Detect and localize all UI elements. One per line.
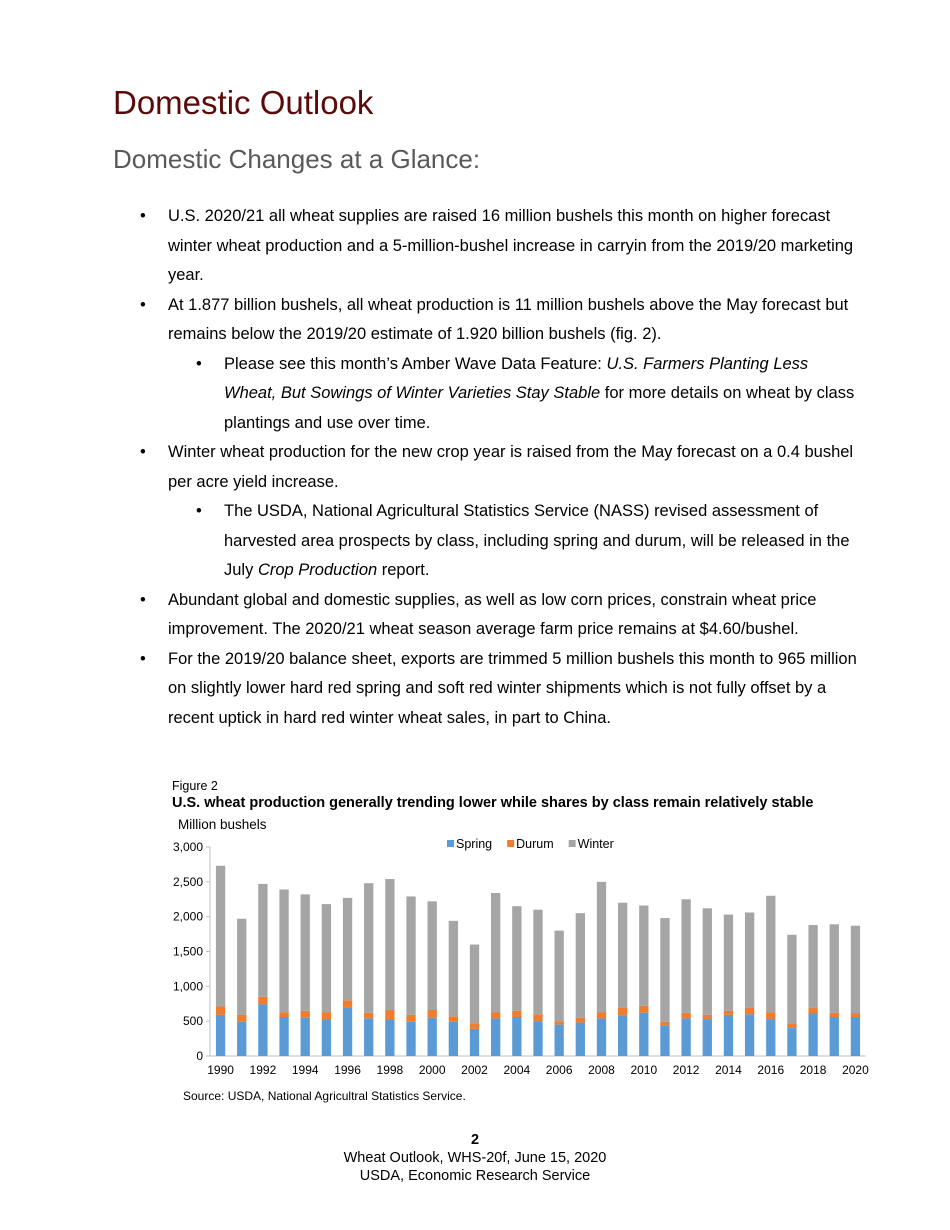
bar-winter-2019 xyxy=(830,924,839,1012)
bar-durum-2019 xyxy=(830,1013,839,1017)
bar-spring-2013 xyxy=(703,1019,712,1056)
sub-bullet-list xyxy=(168,497,860,586)
bar-spring-2018 xyxy=(808,1014,817,1056)
bar-spring-2016 xyxy=(766,1019,775,1056)
bar-durum-1997 xyxy=(364,1013,373,1019)
x-tick-label: 2000 xyxy=(418,1063,446,1077)
bar-winter-2012 xyxy=(681,899,690,1013)
bar-durum-1998 xyxy=(385,1010,394,1019)
x-tick-label: 2014 xyxy=(715,1063,742,1077)
bar-durum-2012 xyxy=(681,1013,690,1019)
crop-production-report-title: Crop Production xyxy=(257,561,378,579)
section-subtitle: Domestic Changes at a Glance: xyxy=(113,144,481,174)
bar-winter-2000 xyxy=(428,901,437,1010)
chart-title: U.S. wheat production generally trending lower while shares by class remain relatively stable xyxy=(172,795,814,811)
bar-spring-1998 xyxy=(385,1019,394,1056)
bar-durum-2002 xyxy=(470,1023,479,1029)
bar-durum-2000 xyxy=(428,1010,437,1018)
bar-winter-2014 xyxy=(724,915,733,1011)
bar-winter-1990 xyxy=(216,866,225,1007)
bar-spring-2001 xyxy=(449,1022,458,1056)
bar-spring-1995 xyxy=(322,1019,331,1056)
bar-durum-2001 xyxy=(449,1016,458,1022)
bar-durum-2004 xyxy=(512,1011,521,1017)
bullet-supplies-text: U.S. 2020/21 all wheat supplies are raised 16 million bushels this month on higher forecast winter wheat production and a 5-million-bushel increase in carryin from the 2019/20 marketing year. xyxy=(168,207,854,284)
bar-durum-1992 xyxy=(258,997,267,1005)
bar-winter-2001 xyxy=(449,921,458,1016)
x-tick-label: 2002 xyxy=(461,1063,488,1077)
page-number: 2 xyxy=(470,1132,480,1148)
bar-winter-2006 xyxy=(555,931,564,1022)
figure-label: Figure 2 xyxy=(172,779,218,793)
y-tick-label: 0 xyxy=(196,1049,203,1063)
bar-spring-1997 xyxy=(364,1018,373,1056)
legend-swatch-spring xyxy=(447,840,454,847)
y-tick-label: 500 xyxy=(182,1014,203,1029)
bar-durum-2008 xyxy=(597,1012,606,1018)
sub-bullet-text: report. xyxy=(377,561,430,579)
legend-swatch-winter xyxy=(569,840,576,847)
bar-winter-2004 xyxy=(512,906,521,1011)
bar-spring-1991 xyxy=(237,1022,246,1056)
bar-durum-2016 xyxy=(766,1012,775,1019)
x-tick-label: 1990 xyxy=(207,1063,234,1077)
x-tick-label: 2010 xyxy=(630,1063,658,1077)
bar-winter-1992 xyxy=(258,884,267,997)
bar-spring-2000 xyxy=(428,1018,437,1056)
bar-durum-2010 xyxy=(639,1006,648,1013)
bar-winter-2020 xyxy=(851,926,860,1014)
legend-label-spring: Spring xyxy=(456,837,493,851)
legend-label-durum: Durum xyxy=(516,837,554,851)
bar-winter-2008 xyxy=(597,882,606,1012)
bar-durum-2009 xyxy=(618,1008,627,1016)
bar-winter-2011 xyxy=(660,918,669,1022)
y-tick-label: 3,000 xyxy=(172,840,203,854)
bar-winter-1993 xyxy=(279,889,288,1012)
bar-durum-2017 xyxy=(787,1024,796,1028)
bar-durum-1999 xyxy=(406,1015,415,1022)
bullet-exports xyxy=(140,645,860,734)
chart-y-axis-label: Million bushels xyxy=(178,817,267,832)
bar-spring-2010 xyxy=(639,1013,648,1056)
bar-spring-2006 xyxy=(555,1025,564,1056)
bar-durum-2020 xyxy=(851,1014,860,1017)
bar-winter-2013 xyxy=(703,908,712,1015)
x-tick-label: 1996 xyxy=(334,1063,361,1077)
bar-winter-2010 xyxy=(639,906,648,1006)
bar-spring-1996 xyxy=(343,1008,352,1056)
sub-bullet-text: Please see this month’s Amber Wave Data Feature: xyxy=(224,354,607,373)
bar-durum-1993 xyxy=(279,1012,288,1017)
bullet-supplies xyxy=(140,202,860,291)
bar-winter-1998 xyxy=(385,879,394,1010)
bar-winter-1995 xyxy=(322,904,331,1012)
sub-bullet-amber-waves xyxy=(196,350,860,439)
bar-durum-2007 xyxy=(576,1018,585,1023)
bar-durum-2005 xyxy=(533,1014,542,1021)
bar-durum-1994 xyxy=(301,1011,310,1018)
x-tick-label: 2006 xyxy=(545,1063,573,1077)
footer-agency-line: USDA, Economic Research Service xyxy=(359,1168,591,1184)
sub-bullet-text: for more details on wheat by class plantings and use over time. xyxy=(224,384,855,432)
bar-spring-1993 xyxy=(279,1017,288,1056)
bar-durum-2015 xyxy=(745,1008,754,1014)
bar-winter-1996 xyxy=(343,898,352,1000)
bullet-winter-wheat-text: Winter wheat production for the new crop year is raised from the May forecast on a 0.4 bushel per acre yield increase. xyxy=(168,443,854,491)
x-tick-label: 1994 xyxy=(291,1063,319,1077)
bar-durum-1990 xyxy=(216,1007,225,1015)
bar-winter-2009 xyxy=(618,903,627,1008)
bar-durum-2011 xyxy=(660,1022,669,1025)
bar-winter-2003 xyxy=(491,893,500,1012)
bullet-list xyxy=(140,202,860,733)
figure-source: Source: USDA, National Agricultral Statistics Service. xyxy=(183,1089,466,1103)
bar-spring-1994 xyxy=(301,1018,310,1056)
sub-bullet-text: The USDA, National Agricultural Statistics Service (NASS) revised assessment of harvested area prospects by class, including spring and durum, will be released in the July xyxy=(224,502,850,579)
bar-spring-2020 xyxy=(851,1017,860,1056)
bar-winter-2017 xyxy=(787,935,796,1024)
x-tick-label: 2018 xyxy=(799,1063,827,1077)
bar-durum-2006 xyxy=(555,1021,564,1024)
bar-spring-1999 xyxy=(406,1022,415,1056)
bar-spring-2015 xyxy=(745,1014,754,1056)
bar-durum-2003 xyxy=(491,1012,500,1018)
amber-waves-feature-title: U.S. Farmers Planting Less Wheat, But Sowings of Winter Varieties Stay Stable xyxy=(224,354,809,402)
sub-bullet-list xyxy=(168,350,860,439)
bullet-production xyxy=(140,291,860,439)
bar-winter-1999 xyxy=(406,896,415,1014)
legend-swatch-durum xyxy=(507,840,514,847)
bar-spring-2017 xyxy=(787,1028,796,1056)
bar-spring-2005 xyxy=(533,1021,542,1056)
bar-durum-2018 xyxy=(808,1008,817,1014)
bar-winter-1991 xyxy=(237,919,246,1015)
bar-spring-2014 xyxy=(724,1015,733,1056)
bar-spring-2008 xyxy=(597,1018,606,1056)
y-tick-label: 2,000 xyxy=(172,909,203,924)
bar-winter-1997 xyxy=(364,883,373,1013)
x-tick-label: 1992 xyxy=(249,1063,277,1077)
bar-durum-2013 xyxy=(703,1015,712,1019)
y-tick-label: 2,500 xyxy=(172,874,203,889)
bar-spring-2002 xyxy=(470,1029,479,1056)
bar-spring-2011 xyxy=(660,1025,669,1056)
bar-spring-2019 xyxy=(830,1017,839,1056)
bar-spring-2009 xyxy=(618,1016,627,1056)
bar-spring-1990 xyxy=(216,1015,225,1056)
bar-spring-2012 xyxy=(681,1018,690,1056)
bar-winter-2015 xyxy=(745,912,754,1007)
bullet-price xyxy=(140,586,860,645)
bar-spring-1992 xyxy=(258,1004,267,1056)
y-tick-label: 1,000 xyxy=(172,979,203,994)
bar-durum-2014 xyxy=(724,1011,733,1015)
bar-winter-2007 xyxy=(576,913,585,1018)
bar-winter-2005 xyxy=(533,910,542,1015)
bar-spring-2007 xyxy=(576,1023,585,1056)
bar-spring-2004 xyxy=(512,1017,521,1056)
bar-winter-1994 xyxy=(301,894,310,1010)
y-tick-label: 1,500 xyxy=(172,944,203,959)
bar-winter-2002 xyxy=(470,945,479,1024)
bar-spring-2003 xyxy=(491,1018,500,1056)
x-tick-label: 2012 xyxy=(672,1063,700,1077)
bullet-production-text: At 1.877 billion bushels, all wheat production is 11 million bushels above the May forecast but remains below the 2019/20 estimate of 1.920 billion bushels (fig. 2). xyxy=(168,295,849,343)
legend-label-winter: Winter xyxy=(577,837,614,851)
footer-report-line: Wheat Outlook, WHS-20f, June 15, 2020 xyxy=(343,1150,607,1166)
bar-durum-1996 xyxy=(343,1000,352,1008)
page-title: Domestic Outlook xyxy=(113,84,374,121)
bullet-winter-wheat xyxy=(140,438,860,586)
bar-durum-1991 xyxy=(237,1015,246,1022)
bullet-exports-text: For the 2019/20 balance sheet, exports are trimmed 5 million bushels this month to 965 million on slightly lower hard red spring and soft red winter shipments which is not fully offset by a recent uptick in hard red winter wheat sales, in part to China. xyxy=(168,649,857,727)
bar-winter-2018 xyxy=(808,925,817,1008)
x-tick-label: 2004 xyxy=(503,1063,531,1077)
bar-durum-1995 xyxy=(322,1012,331,1019)
x-tick-label: 1998 xyxy=(376,1063,404,1077)
wheat-production-chart xyxy=(160,835,880,1085)
x-tick-label: 2016 xyxy=(757,1063,785,1077)
sub-bullet-nass xyxy=(196,497,860,586)
bar-winter-2016 xyxy=(766,896,775,1012)
bullet-price-text: Abundant global and domestic supplies, as well as low corn prices, constrain wheat price improvement. The 2020/21 wheat season average farm price remains at $4.60/bushel. xyxy=(168,590,817,638)
x-tick-label: 2020 xyxy=(842,1063,869,1077)
x-tick-label: 2008 xyxy=(588,1063,615,1077)
